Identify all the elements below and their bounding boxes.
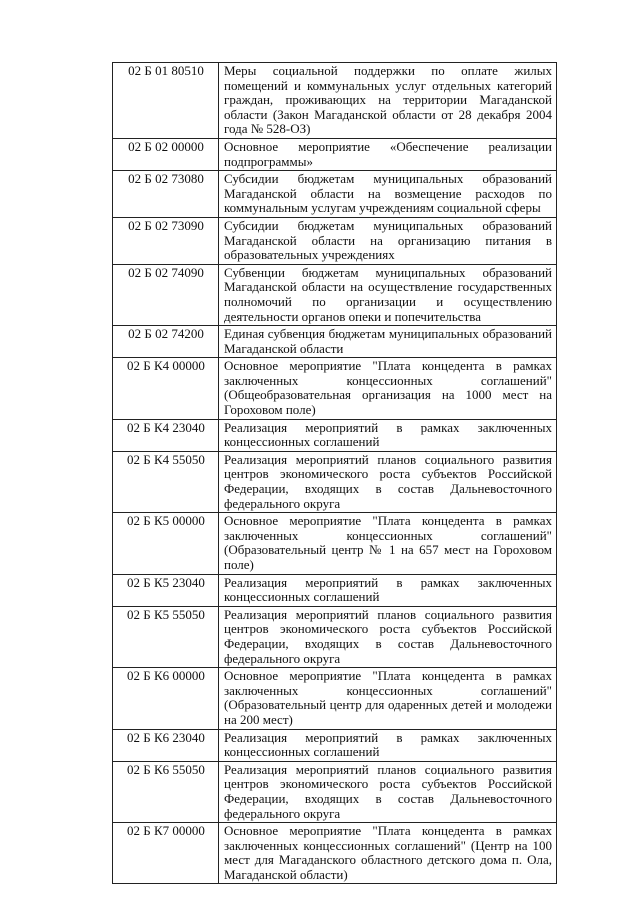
- table-row: [113, 668, 557, 729]
- row-description: Основное мероприятие "Плата концедента в рамках заключенных концессионных соглашений" (Образовательный центр для одаренных детей и молодежи на 200 мест): [219, 668, 557, 729]
- row-description: Основное мероприятие "Плата концедента в рамках заключенных концессионных соглашений" (Центр на 100 мест для Магаданского областного детского дома п. Ола, Магаданской области): [219, 823, 557, 884]
- row-code: 02 Б К7 00000: [113, 823, 219, 884]
- row-description: Субсидии бюджетам муниципальных образований Магаданской области на возмещение расходов по коммунальным услугам учреждениям социальной сферы: [219, 171, 557, 218]
- row-description: Основное мероприятие «Обеспечение реализации подпрограммы»: [219, 138, 557, 170]
- row-description: Меры социальной поддержки по оплате жилых помещений и коммунальных услуг отдельных категорий граждан, проживающих на территории Магаданской области (Закон Магаданской области от 28 декабря 2004 года № 528-ОЗ): [219, 63, 557, 139]
- row-description: Реализация мероприятий в рамках заключенных концессионных соглашений: [219, 574, 557, 606]
- row-code: 02 Б К4 55050: [113, 451, 219, 512]
- table-row: [113, 63, 557, 139]
- row-description: Реализация мероприятий планов социального развития центров экономического роста субъектов Российской Федерации, входящих в состав Дальневосточного федерального округа: [219, 451, 557, 512]
- row-code: 02 Б К4 00000: [113, 358, 219, 419]
- table-row: [113, 513, 557, 574]
- table-row: [113, 326, 557, 358]
- table-row: [113, 264, 557, 325]
- row-code: 02 Б К6 23040: [113, 729, 219, 761]
- row-code: 02 Б К4 23040: [113, 419, 219, 451]
- table-row: [113, 761, 557, 822]
- row-description: Субвенции бюджетам муниципальных образований Магаданской области на осуществление государственных полномочий по организации и осуществлению деятельности органов опеки и попечительства: [219, 264, 557, 325]
- table-row: [113, 729, 557, 761]
- row-code: 02 Б К6 00000: [113, 668, 219, 729]
- row-description: Основное мероприятие "Плата концедента в рамках заключенных концессионных соглашений" (Образовательный центр № 1 на 657 мест на Гороховом поле): [219, 513, 557, 574]
- row-code: 02 Б К5 55050: [113, 606, 219, 667]
- row-description: Реализация мероприятий планов социального развития центров экономического роста субъектов Российской Федерации, входящих в состав Дальневосточного федерального округа: [219, 761, 557, 822]
- row-description: Единая субвенция бюджетам муниципальных образований Магаданской области: [219, 326, 557, 358]
- row-code: 02 Б К6 55050: [113, 761, 219, 822]
- table-row: [113, 606, 557, 667]
- table-row: [113, 171, 557, 218]
- table-row: [113, 823, 557, 884]
- table-row: [113, 419, 557, 451]
- row-description: Реализация мероприятий планов социального развития центров экономического роста субъектов Российской Федерации, входящих в состав Дальневосточного федерального округа: [219, 606, 557, 667]
- table-row: [113, 358, 557, 419]
- row-code: 02 Б 02 73080: [113, 171, 219, 218]
- row-code: 02 Б 02 00000: [113, 138, 219, 170]
- budget-classification-table: [112, 62, 557, 884]
- table-row: [113, 138, 557, 170]
- row-code: 02 Б 02 74200: [113, 326, 219, 358]
- row-description: Субсидии бюджетам муниципальных образований Магаданской области на организацию питания в образовательных учреждениях: [219, 217, 557, 264]
- table-row: [113, 217, 557, 264]
- table-row: [113, 574, 557, 606]
- row-code: 02 Б 01 80510: [113, 63, 219, 139]
- row-description: Основное мероприятие "Плата концедента в рамках заключенных концессионных соглашений" (Общеобразовательная организация на 1000 мест на Гороховом поле): [219, 358, 557, 419]
- row-code: 02 Б 02 74090: [113, 264, 219, 325]
- row-code: 02 Б К5 00000: [113, 513, 219, 574]
- row-description: Реализация мероприятий в рамках заключенных концессионных соглашений: [219, 419, 557, 451]
- row-code: 02 Б 02 73090: [113, 217, 219, 264]
- row-description: Реализация мероприятий в рамках заключенных концессионных соглашений: [219, 729, 557, 761]
- table-body: [113, 63, 557, 884]
- row-code: 02 Б К5 23040: [113, 574, 219, 606]
- table-row: [113, 451, 557, 512]
